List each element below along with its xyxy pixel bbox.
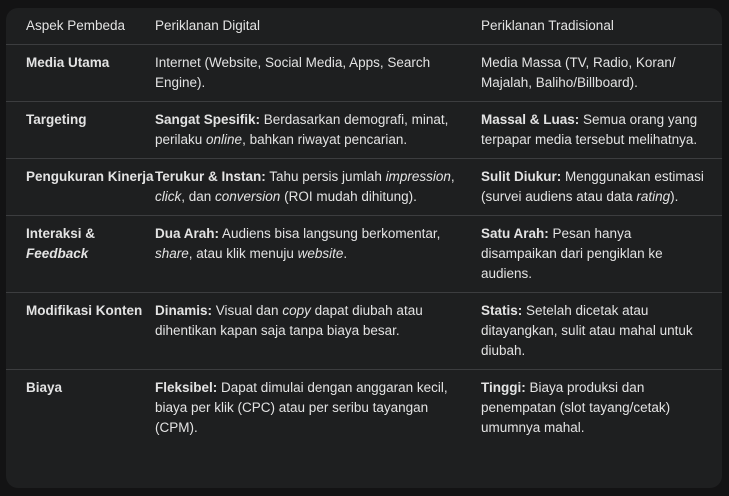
aspect-text: Interaksi &: [26, 225, 96, 241]
cell-text-segment: website: [297, 245, 344, 261]
header-traditional: Periklanan Tradisional: [481, 18, 614, 33]
aspect-text: Biaya: [26, 379, 63, 395]
cell-text-segment: Biaya produksi dan penempatan (slot tayang/cetak) umumnya mahal.: [481, 379, 671, 435]
cell-text-segment: dapat diubah atau dihentikan kapan saja tanpa biaya besar.: [155, 302, 423, 338]
cell-text-segment: Setelah dicetak atau ditayangkan, sulit atau mahal untuk diubah.: [481, 302, 693, 358]
cell-digital: [155, 215, 481, 292]
cell-text-segment: Statis:: [481, 302, 523, 318]
table-row: [6, 215, 722, 292]
cell-text-segment: Semua orang yang terpapar media tersebut melihatnya.: [481, 111, 698, 147]
cell-text-segment: impression: [385, 168, 451, 184]
row-aspect-label: [6, 44, 155, 101]
aspect-text-italic: Feedback: [26, 245, 89, 261]
cell-traditional: [481, 215, 722, 292]
cell-text-segment: click: [155, 188, 182, 204]
cell-text-segment: Fleksibel:: [155, 379, 218, 395]
cell-text-segment: ,: [450, 168, 455, 184]
row-aspect-label: [6, 292, 155, 369]
cell-text-segment: ).: [670, 188, 679, 204]
cell-text-segment: Tinggi:: [481, 379, 526, 395]
cell-text-segment: , atau klik menuju: [188, 245, 298, 261]
row-aspect-label: [6, 158, 155, 215]
cell-text-segment: Terukur & Instan:: [155, 168, 266, 184]
cell-text-segment: Sulit Diukur:: [481, 168, 562, 184]
cell-text-segment: , bahkan riwayat pencarian.: [242, 131, 408, 147]
aspect-text: Media Utama: [26, 54, 110, 70]
cell-digital: [155, 101, 481, 158]
cell-text-segment: copy: [282, 302, 311, 318]
cell-text-segment: Internet (Website, Social Media, Apps, Search Engine).: [155, 54, 431, 90]
cell-digital: [155, 292, 481, 369]
cell-text-segment: .: [343, 245, 348, 261]
row-aspect-label: [6, 369, 155, 446]
table-row: [6, 101, 722, 158]
comparison-table: [6, 8, 722, 446]
cell-text-segment: Media Massa (TV, Radio, Koran/ Majalah, Baliho/Billboard).: [481, 54, 676, 90]
cell-text-segment: Menggunakan estimasi (survei audiens atau data: [481, 168, 704, 204]
table-row: [6, 158, 722, 215]
cell-text-segment: Visual dan: [212, 302, 283, 318]
cell-traditional: [481, 369, 722, 446]
cell-text-segment: share: [155, 245, 189, 261]
cell-digital: [155, 158, 481, 215]
row-aspect-label: [6, 215, 155, 292]
cell-text-segment: Audiens bisa langsung berkomentar,: [219, 225, 441, 241]
cell-text-segment: online: [206, 131, 243, 147]
cell-text-segment: Pesan hanya disampaikan dari pengiklan ke audiens.: [481, 225, 663, 281]
cell-text-segment: conversion: [215, 188, 281, 204]
cell-text-segment: Berdasarkan demografi, minat, perilaku: [155, 111, 449, 147]
cell-text-segment: Dinamis:: [155, 302, 213, 318]
comparison-table-card: [6, 8, 722, 488]
cell-traditional: [481, 292, 722, 369]
cell-text-segment: Dapat dimulai dengan anggaran kecil, biaya per klik (CPC) atau per seribu tayangan (CPM).: [155, 379, 448, 435]
header-aspect: Aspek Pembeda: [26, 18, 126, 33]
cell-text-segment: Satu Arah:: [481, 225, 549, 241]
cell-text-segment: Sangat Spesifik:: [155, 111, 261, 127]
cell-traditional: [481, 44, 722, 101]
table-row: [6, 44, 722, 101]
cell-text-segment: rating: [636, 188, 671, 204]
cell-text-segment: Massal & Luas:: [481, 111, 580, 127]
cell-text-segment: Dua Arah:: [155, 225, 220, 241]
cell-traditional: [481, 101, 722, 158]
table-row: [6, 292, 722, 369]
cell-text-segment: Tahu persis jumlah: [265, 168, 386, 184]
aspect-text: Modifikasi Konten: [26, 302, 143, 318]
row-aspect-label: [6, 101, 155, 158]
cell-text-segment: (ROI mudah dihitung).: [280, 188, 417, 204]
cell-traditional: [481, 158, 722, 215]
cell-digital: [155, 44, 481, 101]
aspect-text: Targeting: [26, 111, 87, 127]
aspect-text: Pengukuran Kinerja: [26, 168, 154, 184]
table-header-row: [6, 8, 722, 44]
cell-text-segment: , dan: [181, 188, 216, 204]
cell-digital: [155, 369, 481, 446]
header-digital: Periklanan Digital: [155, 18, 261, 33]
table-row: [6, 369, 722, 446]
